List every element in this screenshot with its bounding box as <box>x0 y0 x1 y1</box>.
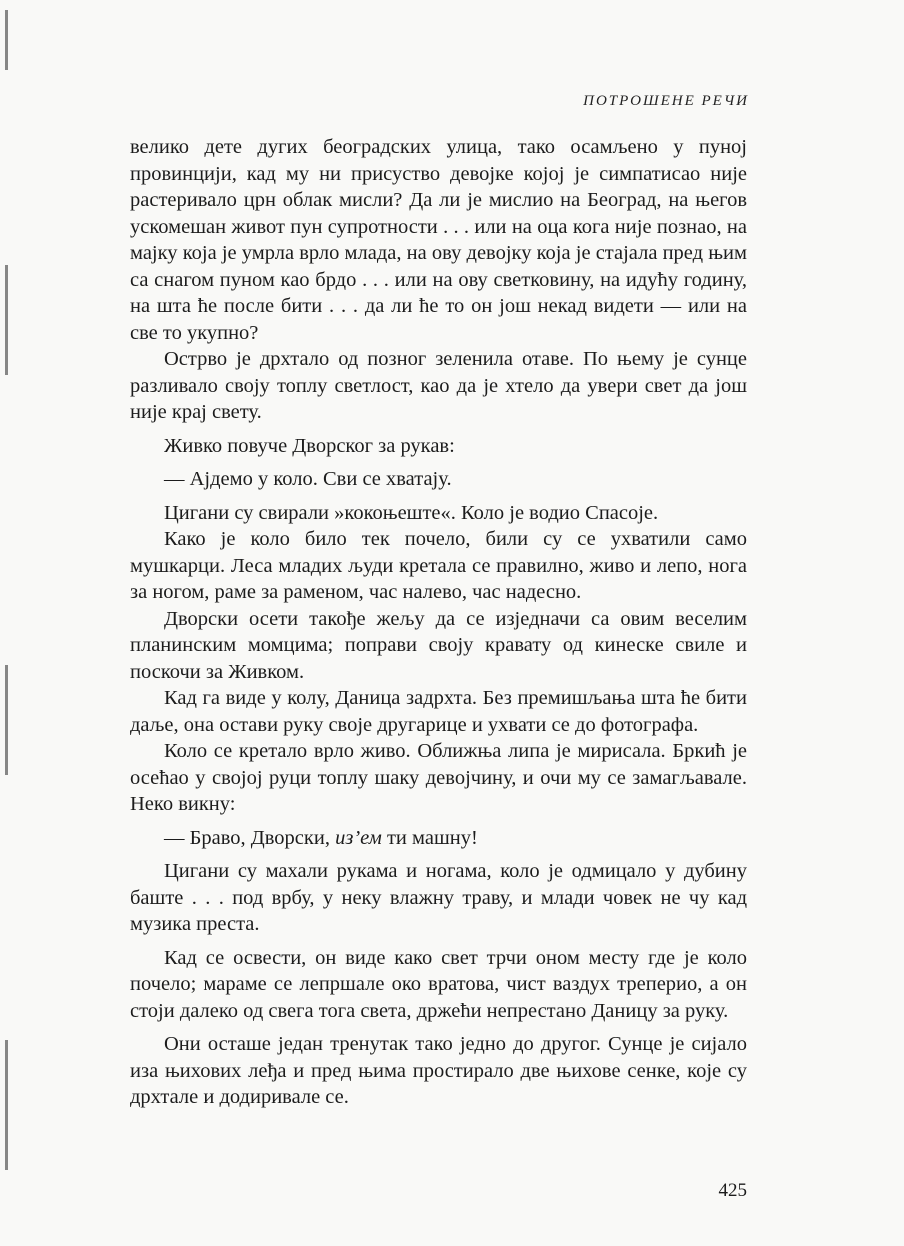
paragraph: Цигани су махали рукама и ногама, коло је одмицало у дубину баште . . . под врбу, у неку влажну траву, и млади човек не чу кад музика преста. <box>130 860 747 935</box>
paragraph: — Ајдемо у коло. Сви се хватају. <box>164 468 452 490</box>
paragraph: велико дете дугих београдских улица, тако осамљено у пуној провинцији, кад му ни присуство девојке којој је симпатисао није растеривало црн облак мисли? Да ли је мислио на Београд, на његов ускомешан живот пун супротности . . . или на оца кога није познао, на мајку која је умрла врло млада, на ову девојку која је стајала пред њим са снагом пуном као брдо . . . или на ову светковину, на идућу годину, на шта ће после бити . . . да ли ће то он још некад видети — или на све то укупно? <box>130 136 747 344</box>
paragraph: Они осташе један тренутак тако једно до другог. Сунце је сијало иза њихових леђа и пред њима простирало две њихове сенке, које су дрхтале и додиривале се. <box>130 1033 747 1108</box>
dialogue-text: ти машну! <box>381 826 478 849</box>
paragraph: Кад се освести, он виде како свет трчи оном месту где је коло почело; мараме се лепршале око вратова, чист ваздух треперио, а он стоји далеко од свега тога света, држећи непрестано Даницу за руку. <box>130 946 747 1022</box>
paragraph: Дворски осети такође жељу да се изједначи са овим веселим планинским момцима; поправи своју кравату од кинеске свиле и поскочи за Живком. <box>130 607 747 683</box>
binding-edge-mark <box>5 665 8 775</box>
binding-edge-mark <box>5 265 8 375</box>
paragraph: Острво је дрхтало од позног зеленила отаве. По њему је сунце разливало своју топлу светлост, као да је хтело да увери свет да још није крај свету. <box>130 348 747 423</box>
binding-edge-mark <box>5 1040 8 1170</box>
paragraph: Коло се кретало врло живо. Оближња липа је мирисала. Бркић је осећао у својој руци топлу шаку девојчину, и очи му се замагљавале. Неко викну: <box>130 740 747 815</box>
binding-edge-mark <box>5 10 8 70</box>
paragraph: Живко повуче Дворског за рукав: <box>164 434 455 457</box>
italic-word: из’ем <box>335 826 382 849</box>
paragraph: Како је коло било тек почело, били су се ухватили само мушкарци. Леса младих људи кретала се правилно, живо и лепо, нога за ногом, раме за раменом, час налево, час надесно. <box>130 528 747 603</box>
paragraph: Цигани су свирали »кокоњеште«. Коло је водио Спасоје. <box>164 501 659 524</box>
running-title: ПОТРОШЕНЕ РЕЧИ <box>583 93 749 109</box>
paragraph: Кад га виде у колу, Даница задрхта. Без премишљања шта ће бити даље, она остави руку своје другарице и ухвати се до фотографа. <box>130 687 747 736</box>
body-text <box>130 134 747 1111</box>
dialogue-text: — Браво, Дворски, <box>164 826 336 849</box>
paragraph <box>130 825 747 852</box>
page-number: 425 <box>718 1180 747 1201</box>
